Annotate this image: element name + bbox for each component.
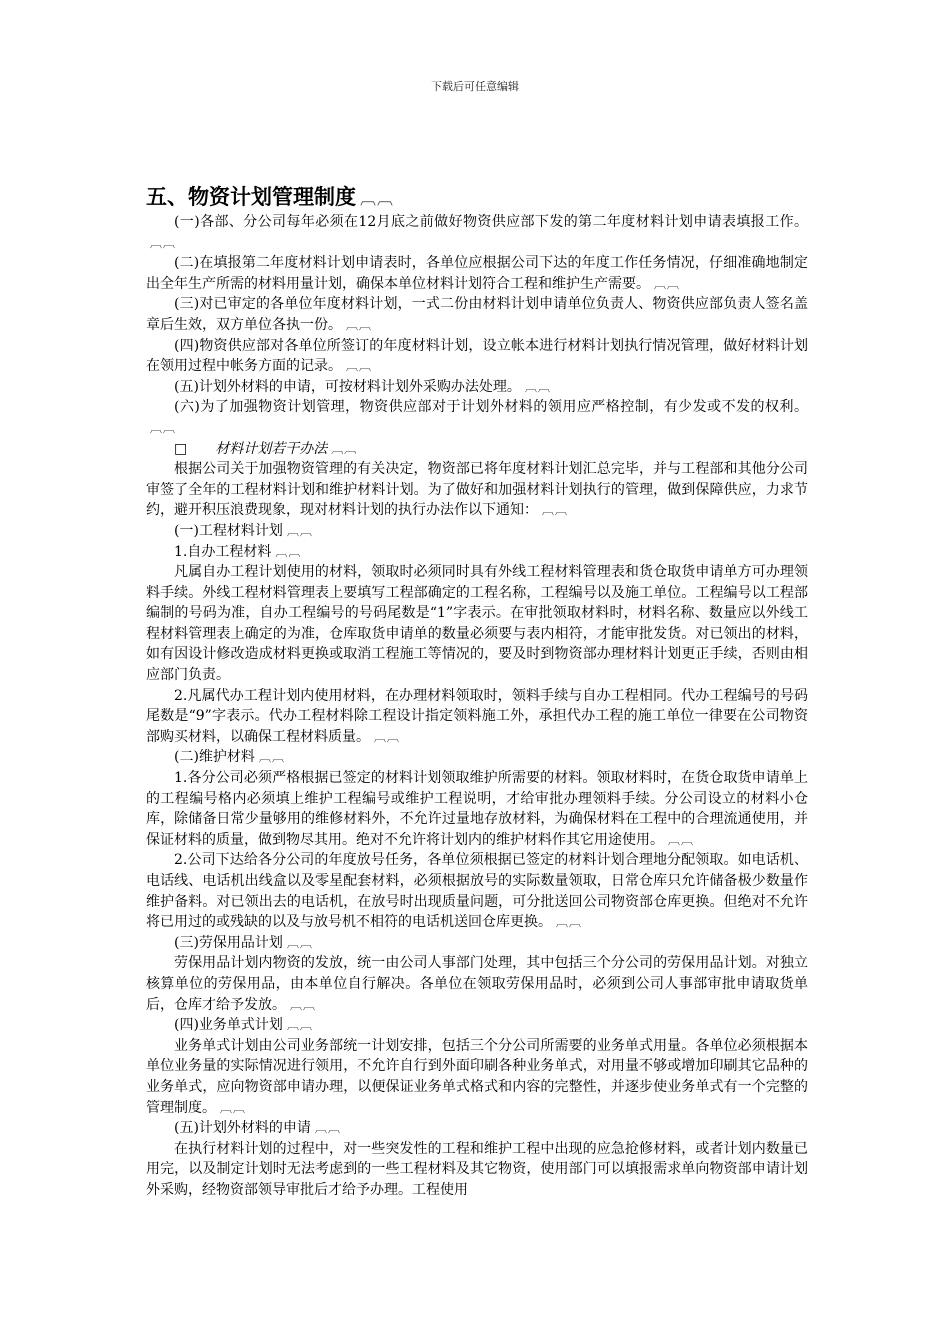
paragraph-mark-icon: ︹︹ xyxy=(524,379,551,394)
item-3: (三)对已审定的各单位年度材料计划，一式二份由材料计划申请单位负责人、物资供应部负责人签名盖章后生效，双方单位各执一份。 ︹︹ xyxy=(146,296,808,333)
paragraph-mark-icon: ︹︹ xyxy=(220,1100,247,1115)
paragraph-mark-icon: ︹︹ xyxy=(360,189,395,208)
heading-unplanned-materials: (五)计划外材料的申请 ︹︹ xyxy=(174,1120,341,1137)
heading-engineering-materials: (一)工程材料计划 ︹︹ xyxy=(174,522,313,539)
section-title-text: 五、物资计划管理制度 xyxy=(146,185,356,209)
paragraph-mark-icon: ︹︹ xyxy=(542,503,569,518)
item-6: (六)为了加强物资计划管理，物资供应部对于计划外材料的领用应严格控制，有少发或不发的权利。︹︹ xyxy=(146,397,808,438)
header-note: 下载后可任意编辑 xyxy=(431,80,519,93)
paragraph-self-run: 凡属自办工程计划使用的材料，领取时必须同时具有外线工程材料管理表和货仓取货申请单方可办理领料手续。外线工程材料管理表上要填写工程部确定的工程名称，工程编号以及施工单位。工程编号以工程部编制的号码为准，自办工程编号的号码尾数是“1”字表示。在审批领取材料时，材料名称、数量应以外线工程材料管理表上确定的为准，仓库取货申请单的数量必须要与表内相符，才能审批发货。对已领出的材料，如有因设计修改造成材料更换或取消工程施工等情况的，要及时到物资部办理材料计划更正手续，否则由相应部门负责。 xyxy=(146,564,808,684)
paragraph-unplanned-materials: 在执行材料计划的过程中，对一些突发性的工程和维护工程中出现的应急抢修材料，或者计划内数量已用完，以及制定计划时无法考虑到的一些工程材料及其它物资，使用部门可以填报需求单向物资部申请计划外采购，经物资部领导审批后才给予办理。工程使用 xyxy=(146,1140,808,1198)
paragraph-mark-icon: ︹︹ xyxy=(150,235,177,250)
paragraph-mark-icon: ︹︹ xyxy=(286,523,313,538)
paragraph-mark-icon: ︹︹ xyxy=(258,750,285,765)
section-title xyxy=(146,184,808,212)
paragraph-mark-icon: ︹︹ xyxy=(331,441,358,456)
intro-paragraph: 根据公司关于加强物资管理的有关决定，物资部已将年度材料计划汇总完毕，并与工程部和其他分公司审签了全年的工程材料计划和维护材料计划。为了做好和加强材料计划执行的管理，做到保障供应，力求节约，避开积压浪费现象，现对材料计划的执行办法作以下通知： ︹︹ xyxy=(146,461,808,519)
heading-maintenance-materials: (二)维护材料 ︹︹ xyxy=(174,749,285,766)
paragraph-maintenance-2: 2.公司下达给各分公司的年度放号任务，各单位须根据已签定的材料计划合理地分配领取。如电话机、电话线、电话机出线盒以及零星配套材料，必须根据放号的实际数量领取，日常仓库只允许储备极少数量作维护备料。对已领出去的电话机，在放号时出现质量问题，可分批送回公司物资部仓库更换。但绝对不允许将已用过的或残缺的以及与放号机不相符的电话机送回仓库更换。 ︹︹ xyxy=(146,852,808,931)
paragraph-maintenance-1: 1.各分公司必须严格根据已签定的材料计划领取维护所需要的材料。领取材料时，在货仓取货申请单上的工程编号格内必须填上维护工程编号或维护工程说明，才给审批办理领料手续。分公司设立的材料小仓库，除储备日常少量够用的维修材料外，不允许过量地存放材料，为确保材料在工程中的合理流通使用，并保证材料的质量，做到物尽其用。绝对不允许将计划内的维护材料作其它用途使用。 ︹︹ xyxy=(146,770,808,848)
paragraph-mark-icon: ︹︹ xyxy=(150,420,177,435)
paragraph-labor-protection: 劳保用品计划内物资的发放，统一由公司人事部门处理，其中包括三个分公司的劳保用品计划。对独立核算单位的劳保用品，由本单位自行解决。各单位在领取劳保用品时，必须到公司人事部审批申请取货单后，仓库才给予发放。 ︹︹ xyxy=(146,955,808,1013)
paragraph-mark-icon: ︹︹ xyxy=(346,359,373,374)
paragraph-mark-icon: ︹︹ xyxy=(346,317,373,332)
heading-self-run-projects: 1.自办工程材料 ︹︹ xyxy=(174,543,302,560)
paragraph-mark-icon: ︹︹ xyxy=(668,832,695,847)
item-4: (四)物资供应部对各单位所签订的年度材料计划，设立帐本进行材料计划执行情况管理，做好材料计划在领用过程中帐务方面的记录。 ︹︹ xyxy=(146,337,808,375)
paragraph-agency-projects: 2.凡属代办工程计划内使用材料，在办理材料领取时，领料手续与自办工程相同。代办工程编号的号码尾数是“9”字表示。代办工程材料除工程设计指定领料施工外，承担代办工程的施工单位一律要在公司物资部购买材料，以确保工程材料质量。 ︹︹ xyxy=(146,687,808,745)
paragraph-mark-icon: ︹︹ xyxy=(286,1018,313,1033)
heading-business-forms: (四)业务单式计划 ︹︹ xyxy=(174,1017,313,1034)
subsection-heading: □ 材料计划若干办法 ︹︹ xyxy=(174,440,358,457)
item-1: (一)各部、分公司每年必须在12月底之前做好物资供应部下发的第二年度材料计划申请表填报工作。︹︹ xyxy=(146,212,808,253)
paragraph-mark-icon: ︹︹ xyxy=(286,935,313,950)
item-2: (二)在填报第二年度材料计划申请表时，各单位应根据公司下达的年度工作任务情况，仔细准确地制定出全年生产所需的材料用量计划，确保本单位材料计划符合工程和维护生产需要。 ︹︹ xyxy=(146,255,808,292)
paragraph-mark-icon: ︹︹ xyxy=(374,729,401,744)
paragraph-business-forms: 业务单式计划由公司业务部统一计划安排，包括三个分公司所需要的业务单式用量。各单位必须根据本单位业务量的实际情况进行领用，不允许自行到外面印刷各种业务单式，对用量不够或增加印刷其它品种的业务单式，应向物资部申请办理，以便保证业务单式格式和内容的完整性，并逐步使业务单式有一个完整的管理制度。 ︹︹ xyxy=(146,1037,808,1116)
heading-labor-protection: (三)劳保用品计划 ︹︹ xyxy=(174,934,313,951)
document-body xyxy=(146,184,808,1201)
paragraph-mark-icon: ︹︹ xyxy=(654,276,681,291)
item-5: (五)计划外材料的申请，可按材料计划外采购办法处理。 ︹︹ xyxy=(174,378,551,395)
paragraph-mark-icon: ︹︹ xyxy=(556,915,583,930)
paragraph-mark-icon: ︹︹ xyxy=(275,544,302,559)
paragraph-mark-icon: ︹︹ xyxy=(314,1121,341,1136)
paragraph-mark-icon: ︹︹ xyxy=(290,997,317,1012)
